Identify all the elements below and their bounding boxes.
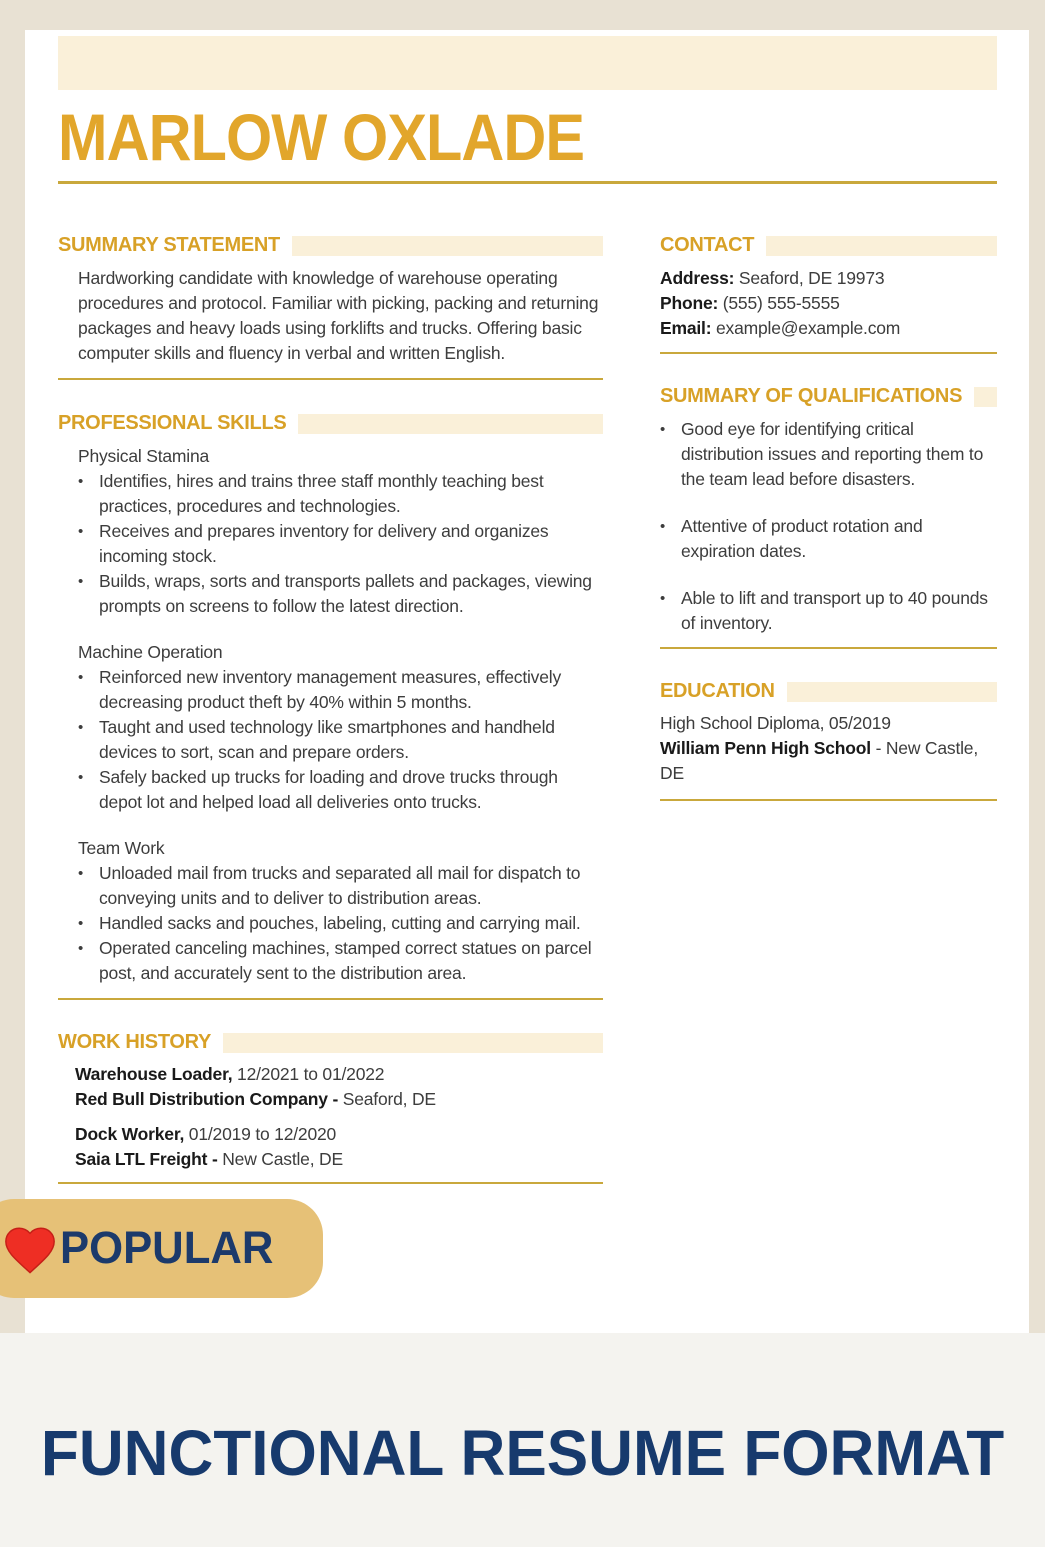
work-history-section-header	[58, 1031, 603, 1054]
resume-columns	[58, 234, 997, 1184]
skill-bullet: • Receives and prepares inventory for delivery and organizes incoming stock.	[78, 519, 603, 569]
section-divider	[660, 352, 997, 354]
section-accent-bar	[974, 387, 997, 407]
skill-bullet: • Safely backed up trucks for loading and drove trucks through depot lot and helped load all deliveries onto trucks.	[78, 765, 603, 815]
bullet-dot: •	[78, 523, 84, 540]
email-value: example@example.com	[711, 318, 901, 338]
summary-section-header	[58, 234, 603, 257]
footer-band	[0, 1333, 1045, 1547]
skills-heading: PROFESSIONAL SKILLS	[58, 412, 287, 434]
contact-email-line	[660, 316, 997, 341]
bullet-dot: •	[660, 590, 666, 607]
work-history-heading: WORK HISTORY	[58, 1031, 212, 1053]
education-school-line	[660, 736, 997, 786]
bullet-dot: •	[660, 518, 666, 535]
section-accent-bar	[766, 236, 997, 256]
education-heading: EDUCATION	[660, 680, 775, 702]
qualifications-section-header	[660, 385, 997, 408]
job-company-line	[75, 1147, 603, 1172]
summary-heading: SUMMARY STATEMENT	[58, 234, 280, 256]
header-accent-bar	[58, 36, 997, 90]
education-section-header	[660, 680, 997, 703]
skill-group-title: Machine Operation	[78, 642, 223, 662]
contact-phone-line	[660, 291, 997, 316]
bullet-dot: •	[78, 865, 84, 882]
section-accent-bar	[223, 1033, 603, 1053]
qualification-bullet: • Able to lift and transport up to 40 pounds of inventory.	[660, 586, 997, 636]
job-company: Red Bull Distribution Company -	[75, 1089, 339, 1109]
section-divider	[660, 647, 997, 649]
skill-bullet: • Taught and used technology like smartphones and handheld devices to sort, scan and prepare orders.	[78, 715, 603, 765]
education-info	[660, 711, 997, 786]
school-name: William Penn High School	[660, 738, 871, 758]
qualifications-heading: SUMMARY OF QUALIFICATIONS	[660, 385, 963, 407]
bullet-dot: •	[78, 940, 84, 957]
contact-info	[660, 266, 997, 341]
address-label: Address:	[660, 268, 735, 288]
job-company-line	[75, 1087, 603, 1112]
section-divider	[58, 1182, 603, 1184]
address-value: Seaford, DE 19973	[734, 268, 885, 288]
bullet-dot: •	[78, 473, 84, 490]
job-location: New Castle, DE	[217, 1149, 343, 1169]
skills-list	[58, 444, 603, 986]
heart-icon	[0, 1221, 60, 1279]
popular-badge-label: POPULAR	[60, 1221, 274, 1273]
contact-heading: CONTACT	[660, 234, 755, 256]
email-label: Email:	[660, 318, 712, 338]
bullet-dot: •	[78, 573, 84, 590]
qualifications-list	[660, 417, 997, 636]
phone-label: Phone:	[660, 293, 719, 313]
skills-section-header	[58, 412, 603, 435]
contact-address-line	[660, 266, 997, 291]
skill-bullet: • Identifies, hires and trains three staff monthly teaching best practices, procedures and technologies.	[78, 469, 603, 519]
right-column	[660, 234, 997, 1184]
contact-section-header	[660, 234, 997, 257]
left-column	[58, 234, 603, 1184]
footer-title: FUNCTIONAL RESUME FORMAT	[40, 1417, 1005, 1489]
job-entry	[75, 1122, 603, 1172]
bullet-dot: •	[78, 915, 84, 932]
bullet-dot: •	[78, 669, 84, 686]
candidate-name: MARLOW OXLADE	[58, 100, 585, 174]
job-title: Warehouse Loader,	[75, 1064, 233, 1084]
section-accent-bar	[292, 236, 603, 256]
work-history-list	[58, 1062, 603, 1172]
summary-text: Hardworking candidate with knowledge of warehouse operating procedures and protocol. Familiar with picking, packing and returning packages and heavy loads using forklifts and trucks. Offering basic computer skills and fluency in verbal and written English.	[78, 268, 599, 363]
bullet-dot: •	[78, 769, 84, 786]
phone-value: (555) 555-5555	[718, 293, 840, 313]
skill-group-title: Team Work	[78, 838, 165, 858]
section-divider	[660, 799, 997, 801]
name-underline	[58, 181, 997, 184]
section-accent-bar	[787, 682, 997, 702]
skill-bullet: • Builds, wraps, sorts and transports pallets and packages, viewing prompts on screens to follow the latest direction.	[78, 569, 603, 619]
qualification-bullet: • Good eye for identifying critical distribution issues and reporting them to the team lead before disasters.	[660, 417, 997, 492]
job-title-line	[75, 1122, 603, 1147]
skill-bullet: • Handled sacks and pouches, labeling, cutting and carrying mail.	[78, 911, 603, 936]
qualification-bullet: • Attentive of product rotation and expiration dates.	[660, 514, 997, 564]
skill-bullet: • Reinforced new inventory management measures, effectively decreasing product theft by 40% within 5 months.	[78, 665, 603, 715]
job-title: Dock Worker,	[75, 1124, 185, 1144]
job-dates: 01/2019 to 12/2020	[184, 1124, 337, 1144]
bullet-dot: •	[660, 421, 666, 438]
job-entry	[75, 1062, 603, 1112]
section-divider	[58, 378, 603, 380]
job-location: Seaford, DE	[338, 1089, 436, 1109]
section-divider	[58, 998, 603, 1000]
skill-bullet: • Operated canceling machines, stamped correct statues on parcel post, and accurately sent to the distribution area.	[78, 936, 603, 986]
skill-group-title: Physical Stamina	[78, 446, 210, 466]
section-accent-bar	[298, 414, 603, 434]
job-dates: 12/2021 to 01/2022	[232, 1064, 385, 1084]
education-degree-line: High School Diploma, 05/2019	[660, 713, 891, 733]
job-title-line	[75, 1062, 603, 1087]
resume-page	[25, 30, 1029, 1333]
school-location: - New Castle, DE	[660, 738, 978, 783]
job-company: Saia LTL Freight -	[75, 1149, 218, 1169]
bullet-dot: •	[78, 719, 84, 736]
skill-bullet: • Unloaded mail from trucks and separated all mail for dispatch to conveying units and to deliver to distribution areas.	[78, 861, 603, 911]
popular-badge	[0, 1199, 323, 1298]
